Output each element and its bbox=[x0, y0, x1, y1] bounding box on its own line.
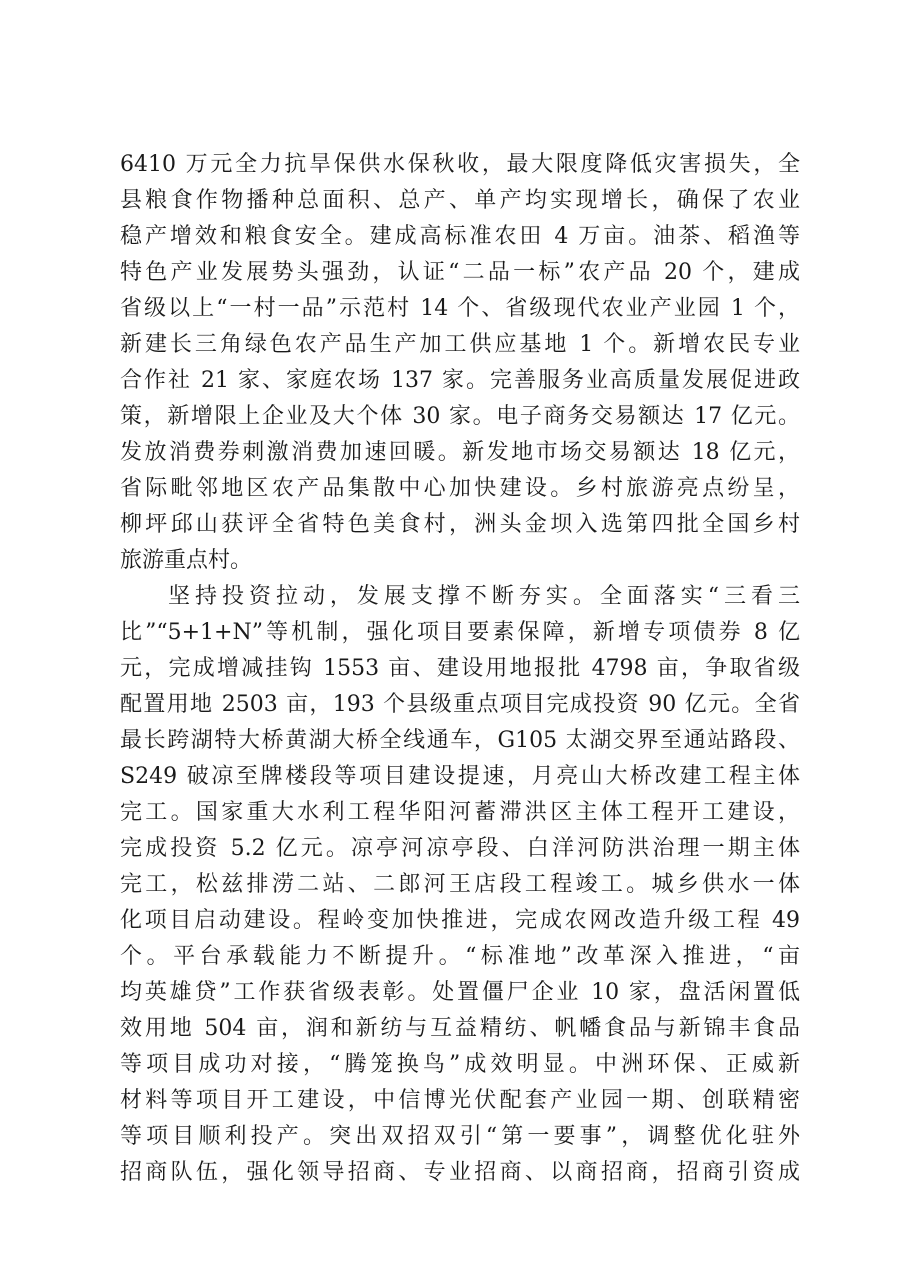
text-line: 完工，松兹排涝二站、二郎河王店段工程竣工。城乡供水一体 bbox=[120, 872, 800, 897]
text-line: 完成投资 5.2 亿元。凉亭河凉亭段、白洋河防洪治理一期主体 bbox=[120, 836, 800, 861]
text-line: 个。平台承载能力不断提升。“标准地”改革深入推进，“亩 bbox=[120, 944, 800, 969]
text-line: 完工。国家重大水利工程华阳河蓄滞洪区主体工程开工建设， bbox=[120, 800, 800, 825]
text-line: 元，完成增减挂钩 1553 亩、建设用地报批 4798 亩，争取省级 bbox=[120, 656, 800, 681]
text-line: 均英雄贷”工作获省级表彰。处置僵尸企业 10 家，盘活闲置低 bbox=[120, 980, 800, 1005]
paragraph-first-line: 坚持投资拉动，发展支撑不断夯实。全面落实“三看三 bbox=[168, 584, 800, 609]
text-line: 旅游重点村。 bbox=[120, 548, 253, 573]
text-line: 材料等项目开工建设，中信博光伏配套产业园一期、创联精密 bbox=[120, 1088, 800, 1113]
text-line: 特色产业发展势头强劲，认证“二品一标”农产品 20 个，建成 bbox=[120, 260, 800, 285]
text-line: 最长跨湖特大桥黄湖大桥全线通车，G105 太湖交界至通站路段、 bbox=[120, 728, 800, 753]
text-line: 稳产增效和粮食安全。建成高标准农田 4 万亩。油茶、稻渔等 bbox=[120, 224, 800, 249]
text-line: 县粮食作物播种总面积、总产、单产均实现增长，确保了农业 bbox=[120, 188, 800, 213]
text-line: 化项目启动建设。程岭变加快推进，完成农网改造升级工程 49 bbox=[120, 908, 800, 933]
text-line: 比”“5+1+N”等机制，强化项目要素保障，新增专项债券 8 亿 bbox=[120, 620, 800, 645]
text-line: 新建长三角绿色农产品生产加工供应基地 1 个。新增农民专业 bbox=[120, 332, 800, 357]
text-line: S249 破凉至牌楼段等项目建设提速，月亮山大桥改建工程主体 bbox=[120, 764, 800, 789]
text-line: 策，新增限上企业及大个体 30 家。电子商务交易额达 17 亿元。 bbox=[120, 404, 800, 429]
text-line: 6410 万元全力抗旱保供水保秋收，最大限度降低灾害损失，全 bbox=[120, 152, 800, 177]
text-line: 省级以上“一村一品”示范村 14 个、省级现代农业产业园 1 个， bbox=[120, 296, 800, 321]
text-line: 发放消费券刺激消费加速回暖。新发地市场交易额达 18 亿元， bbox=[120, 440, 800, 465]
text-line: 配置用地 2503 亩，193 个县级重点项目完成投资 90 亿元。全省 bbox=[120, 692, 800, 717]
text-line: 等项目顺利投产。突出双招双引“第一要事”，调整优化驻外 bbox=[120, 1124, 800, 1149]
text-line: 合作社 21 家、家庭农场 137 家。完善服务业高质量发展促进政 bbox=[120, 368, 800, 393]
text-line: 招商队伍，强化领导招商、专业招商、以商招商，招商引资成 bbox=[120, 1160, 800, 1185]
text-line: 柳坪邱山获评全省特色美食村，洲头金坝入选第四批全国乡村 bbox=[120, 512, 800, 537]
text-line: 等项目成功对接，“腾笼换鸟”成效明显。中洲环保、正威新 bbox=[120, 1052, 800, 1077]
text-line: 省际毗邻地区农产品集散中心加快建设。乡村旅游亮点纷呈， bbox=[120, 476, 800, 501]
text-line: 效用地 504 亩，润和新纺与互益精纺、帆幡食品与新锦丰食品 bbox=[120, 1016, 800, 1041]
